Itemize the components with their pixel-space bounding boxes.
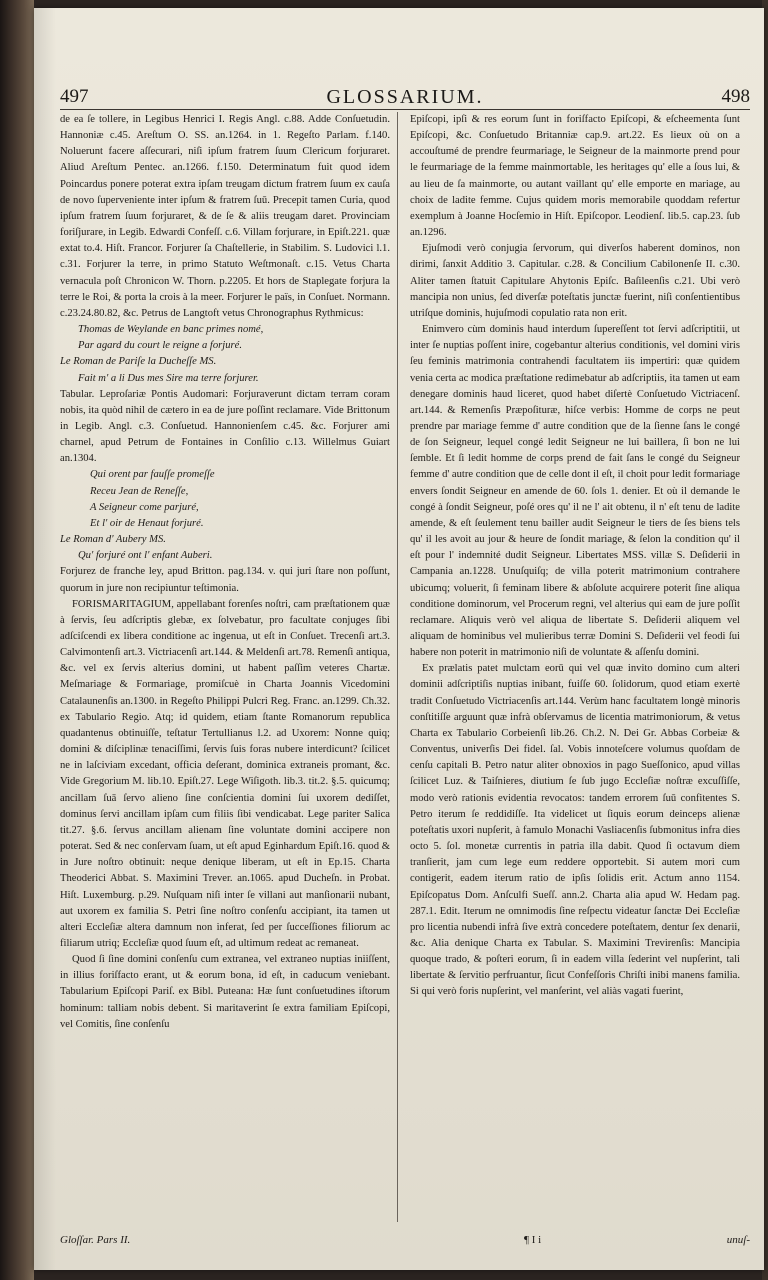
- verse-line: Receu Jean de Reneſſe,: [90, 485, 189, 497]
- paragraph: Epiſcopi, ipſi & res eorum ſunt in foriſfacto Epiſcopi, & eſcheementa ſunt Epiſcopi, &c. Conſuetudo Britanniæ cap.9. art.22. Es lieux où on a accouſtumé de prendre feurmariage, le Seigneur de la mainmorte prend pour le feurmariage de la femme mainmortable, les heritages qu' elle a ſous lui, & au lieu de ſa mainmorte, ou autant vaillant qu' elle emporte en mariage, au choix de ladite femme. Cujus quidem moris memorabile quoddam refertur exemplum à Joanne Hocſemio in Hiſt. Epiſcopor. Leodienſ. lib.5. cap.23. ſub an.1296.: [410, 114, 740, 239]
- footer-volume: Gloſſar. Pars II.: [60, 1234, 131, 1246]
- footer-signature: ¶ I i: [524, 1234, 542, 1246]
- paragraph: de ea ſe tollere, in Legibus Henrici I. Regis Angl. c.88. Adde Conſuetudin. Hannoniæ c.45. Areſtum O. SS. an.1264. in 1. Regeſto Parlam. f.140. Noluerunt facere aſſecurari, niſi ipſum fratrem ſuum Clericum forjuraret. Aliud Areſtum Pentec. an.1266. f.150. Determinatum fuit quod idem Poincardus ponere poterat extra ipſam treugam dictum fratrem ſuum ex cauſa de novo ſuperveniente inter ipſum & fratrem ſuū. Precepit tamen Curia, quod ipſum fratrem ſuum forjuraret, & de ſe & aliis treugam daret. Provinciam foriſjurare, in Legib. Edwardi Confeſſ. c.6. Villam forjurare, in Epiſt.221. quæ extat to.4. Hiſt. Francor. Forjurer ſa Chaſtellerie, in Stabilim. S. Ludovici l.1. c.31. Forjurer la terre, in primo Statuto Weſtmonaſt. c.15. Vetus Charta vernacula poſt Chronicon W. Thorn. p.2205. Et hors de Staplegate forjura la terre le Roi, & porta la crois à la meer. Forjurer le païs, in Conſuet. Normann. c.23.24.80.82, &c. Petrus de Langtoft vetus Chronographus Rythmicus:: [60, 114, 390, 319]
- footer-catchword: unuſ-: [726, 1234, 750, 1246]
- running-title: GLOSSARIUM.: [326, 86, 484, 108]
- source-citation: Le Roman d' Aubery MS.: [60, 534, 166, 546]
- right-column: [410, 112, 740, 1232]
- page-header: [60, 86, 750, 110]
- source-citation: Le Roman de Pariſe la Ducheſſe MS.: [60, 356, 217, 368]
- page-number-right: 498: [721, 86, 750, 107]
- page-number-left: 497: [60, 86, 89, 107]
- verse-line: Thomas de Weylande en banc primes nomé,: [78, 324, 264, 336]
- paragraph: Enimvero cùm dominis haud interdum ſupereſſent tot ſervi adſcriptitii, ut inter ſe nuptias poſſent inire, cogebantur alterius conditionis, vel domini viris ſeu feminis matrimonia contrahendi facultatem iis impertiri: quæ quidem venia certa ac modica præſtatione redimebatur ab adſcriptiis, ita tamen ut eam denegare dominis haud liceret, quod habet diſertè Conſuetudo Victriacenſ. art.144. & Remenſis Præpoſituræ, hiſce verbis: Homme de corps ne peut prendre par mariage femme d' autre condition que de la ſienne ſans le congé de ſon Seigneur, lequel congé ledit Seigneur ne lui baillera, ſi bon ne lui ſemble. Et ſi ledit homme de corps prend de fait ſans le congé du Seigneur femme d' autre condition que de celle dont il eſt, il choit pour ledit formariage envers ſondit Seigneur en amende de 60. ſols 1. denier. Et où il demande le congé à ſondit Seigneur, poſé ores qu' il ne l' ait obtenu, il n' eſt tenu de ladite amende, & eſt ſeulement tenu bailler audit Seigneur le tiers de ſes biens tels qu' il les avoit au jour & heure de ſondit mariage, & ſelon la condition qu' il eſt pour l' indemnité dudit Seigneur. Libertates MSS. villæ S. Deſiderii in Campania an.1228. Unuſquiſq; de villa poterit matrimonium contrahere ubicumq; voluerit, ſi feminam libere & abſolute acquirere poterit ſine aliqua conditione dominorum, vel Procerum regni, vel alterius qui eam de jure poſſit reclamare. Aliquis verò vel aliqua de libertate S. Deſiderii aliquem vel aliquam de hominibus vel mulieribus terræ Domini S. Deſiderii vel feodi ſui habere non poterit in matrimonio niſi de voluntate & aſſenſu domini.: [410, 324, 740, 659]
- column-divider: [397, 112, 398, 1222]
- paragraph: Ejuſmodi verò conjugia ſervorum, qui diverſos haberent dominos, non dirimi, ſanxit Additio 3. Capitular. c.28. & Concilium Cabilonenſe II. c.30. Aliter tamen ſtatuit Capitulare Ahytonis Epiſc. Baſileenſis c.21. Ubi verò mancipia non unius, ſed diverſæ poteſtatis junctæ fuerint, niſi conſentientibus utriſque dominis, hujuſmodi copulatio rata non erit.: [410, 243, 740, 319]
- left-column: [60, 112, 390, 1232]
- verse-line: Fait m' a li Dus mes Sire ma terre forjurer.: [78, 372, 259, 384]
- paragraph: Forjurez de franche ley, apud Britton. pag.134. v. qui juri ſtare non poſſunt, quorum in jure non recipiuntur teſtimonia.: [60, 566, 390, 594]
- header-rule: [60, 109, 750, 110]
- book-page: [34, 8, 764, 1270]
- paragraph: Tabular. Leproſariæ Pontis Audomari: Forjuraverunt dictam terram coram nobis, ita quòd nihil de cætero in ea de jure poſſint reclamare. Vide Brittonum in Legib. Angl. c.3. Conſuetud. Hannonienſem c.45. &c. Forjurer ami charnel, apud Petrum de Fontaines in Conſilio c.13. Willelmus Guiart an.1304.: [60, 388, 390, 465]
- verse-line: Qui orent par fauſſe promeſſe: [90, 469, 215, 481]
- verse-line: A Seigneur come parjuré,: [90, 501, 199, 513]
- verse-line: Par agard du court le reigne a forjuré.: [78, 340, 242, 352]
- book-spine: [0, 0, 34, 1280]
- entry-forismaritagium: FORISMARITAGIUM, appellabant forenſes noſtri, cam præſtationem quæ à ſervis, ſeu adſcriptis glebæ, ex ſolvebatur, pro facultate conjuges ſibi adſciſcendi ex libera conditione ac ingenua, ut eſt in Conſuet. Trecenſi art.3. Calvimontenſi art.3. Victriacenſi art.144. & Meldenſi art.78. Remenſi antiqua, &c. vel ex ſervis alterius domini, ut habent paſſim veteres Chartæ. Meſmariage & Formariage, promiſcuè in Charta Joannis Vicedomini Catalaunenſis an.1300. in Regeſto Philippi Pulcri Reg. Franc. an.1299. Ch.32. ex Tabulario Regio. Atq; id quidem, etiam ſtante Romanorum republica quadantenus obtinuiſſe, teſtatur Tertullianus l.2. ad Uxorem: Nonne quiq; domini & diſciplinæ tenaciſſimi, ſervis ſuis foras nubere interdicunt? ſcilicet ne in laſciviam excedant, officia deſerant, dominica extraneis promant, &c. Vide Gregorium M. lib.10. Epiſt.27. Lege Wiſigoth. lib.3. tit.2. §.5. quicumq; ancillam ſuā ſervo alieno ſine conſcientia domini ſui uxorem dediſſet, dominus ſervi ancillam ipſam cum filiis ſibi vendicabat. Lege pariter Salica tit.27. §.6. ſervus ancillam alienam ſine voluntate domini accipere non poterat. Sed & nec conſervam ſuam, ut eſt apud Eginhardum Epiſt.16. quod & in Jure noſtro obtinuit: neque denique liberam, ut eſt in Ep.15. Charta Theoderici Abbat. S. Maximini Trever. an.1065. apud Ducheſn. in Probat. Hiſt. Luxemburg. p.29. Nuſquam niſi inter ſe villani aut manſionarii nubant, aut uxorem ex familia S. Petri ſine noſtro conſenſu accipiant, ita tamen ut alteri Eccleſiæ altera damnum non inferat, ſed per ſucceſſiones filiorum ac filiarum utriq; Eccleſiæ quod ſuum eſt, ad ultimum redeat ac remaneat.: [60, 598, 390, 949]
- paragraph: Quod ſi ſine domini conſenſu cum extranea, vel extraneo nuptias iniiſſent, in illius foriſfacto erant, ut & eorum bona, id eſt, in caducum veniebant. Tabularium Epiſcopi Pariſ. ex Bibl. Puteana: Hæ ſunt conſuetudines iſtorum hominum: talliam nobis debent. Si maritaverint ſe extra familiam Epiſcopi, vel Comitis, ſine conſenſu: [60, 954, 390, 1030]
- paragraph: Ex prælatis patet mulctam eorū qui vel quæ invito domino cum alteri dominii adſcriptiſis nuptias inibant, fuiſſe 60. ſolidorum, quod etiam exertè tradit Conſuetudo Victriacenſis art.144. Verùm hanc facultatem longè minoris conſtitiſſe arguunt quæ infrà obſervamus de licentia matrimoniorum, & vetus Charta ex Tabulario Corbeienſi lib.26. Ch.2. N. Dei Gr. Abbas Corbeiæ & Conventus, univerſis Dei fidel. ſal. Vobis innoteſcere volumus quoſdam de cenſu capitali B. Petro natur aliter obnoxios in pago Sueſſonico, apud villas ſcilicet Luz. & Taiſnieres, diutium ſe ſub jugo Eccleſiæ noſtræ excuſſiſſe, modo verò rationis evidentia revocatos: tandem errorem ſuū confitentes S. Petro iterum ſe reddidiſſe. Ita videlicet ut ſiquis eorum deinceps alienæ poteſtatis uxori nupſerit, à famulo Monachi Vasliacenſis ſubmonitus infra dies octo 5. ſol. monetæ currentis in patria illa dabit. Quod ſi octavum diem tranſierit, jam cum lege eum reddere opportebit. Si autem mori cum contigerit, eadem iterum ratio de ipſis ſolidis erit. Actum anno 1154. Epiſcopatus Dom. Anſculfi Sueſſ. ann.2. Charta alia apud W. Hedam pag. 287.1. Edit. Iterum ne omnimodis ſine reſpectu videatur ſanctæ Dei Eccleſiæ pro licentia nubendi infrà ſive extrà concedere poteſtatem, dentur ſex denarii, &c. Alia denique Charta ex Tabular. S. Maximini Trevirenſis: Mancipia quoque trado, & poſteri eorum, ſi in eadem villa ſederint vel nupſerint, tali libertate & ſervitio perfruantur, ſicut Confeſſoris Chriſti inibi manens familia. Si qui verò foris nupſerint, vel manſerint, vel aliàs vagati fuerint,: [410, 663, 740, 998]
- verse-line: Qu' forjuré ont l' enfant Auberi.: [78, 550, 213, 562]
- page-footer: [60, 1234, 750, 1254]
- verse-line: Et l' oir de Henaut forjuré.: [90, 517, 204, 529]
